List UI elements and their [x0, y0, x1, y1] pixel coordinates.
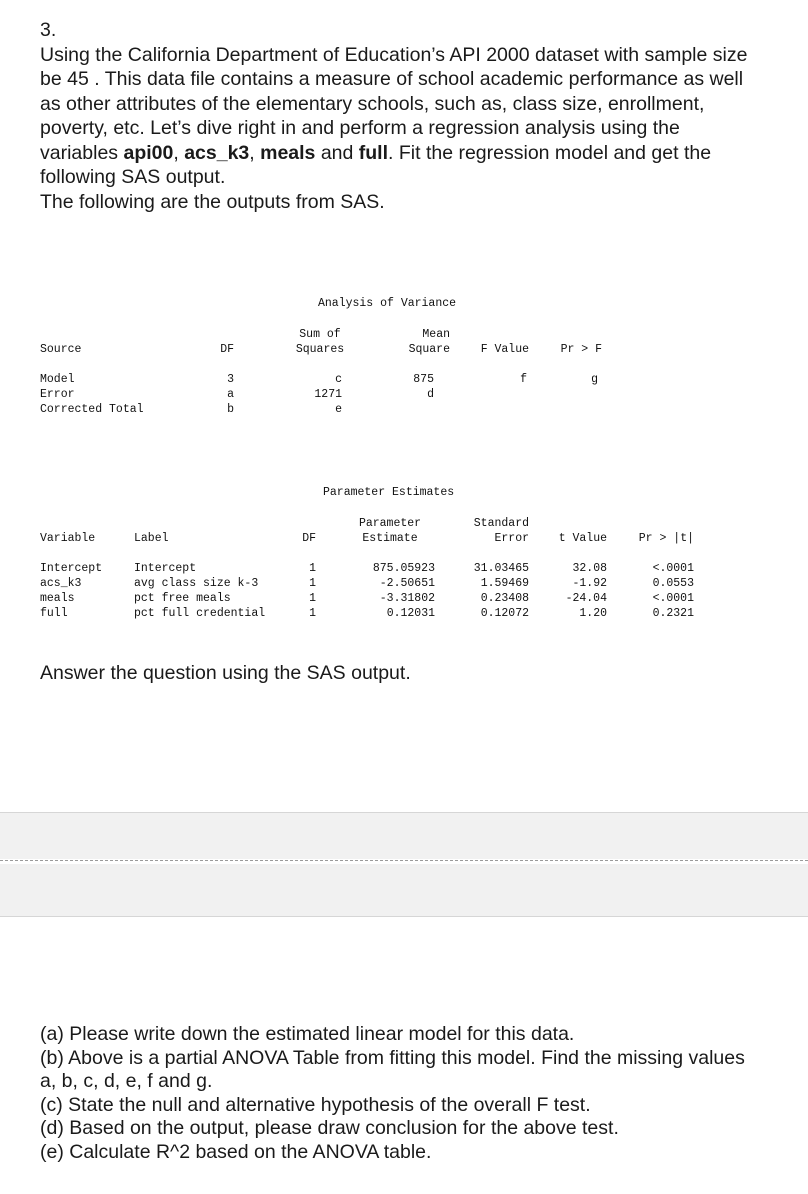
problem-outputs-note: The following are the outputs from SAS.	[40, 190, 385, 213]
params-row-acs-k3-se: 1.59469	[480, 577, 529, 590]
anova-header-ms-1: Mean	[422, 328, 450, 341]
params-row-intercept-label: Intercept	[134, 562, 197, 575]
page-break-band-top	[0, 812, 808, 859]
params-row-full-se: 0.12072	[480, 607, 529, 620]
params-row-intercept-t: 32.08	[572, 562, 607, 575]
separator: ,	[173, 141, 185, 164]
params-row-intercept-df: 1	[309, 562, 316, 575]
question-b: (b) Above is a partial ANOVA Table from fitting this model. Find the missing values a, b, c, d, e, f and g.	[40, 1046, 745, 1092]
params-row-acs-k3-variable: acs_k3	[40, 577, 82, 590]
params-row-acs-k3-label: avg class size k-3	[134, 577, 259, 590]
params-row-meals-t: -24.04	[565, 592, 607, 605]
anova-row-error-source: Error	[40, 388, 75, 401]
anova-row-model-ms: 875	[413, 373, 434, 386]
params-row-intercept-estimate: 875.05923	[372, 562, 435, 575]
anova-row-model-df: 3	[227, 373, 234, 386]
params-row-full-variable: full	[40, 607, 68, 620]
anova-row-error-df: a	[227, 388, 234, 401]
anova-row-model-source: Model	[40, 373, 75, 386]
anova-header-f: F Value	[480, 343, 529, 356]
anova-row-total-ss: e	[335, 403, 342, 416]
params-row-meals-df: 1	[309, 592, 316, 605]
question-a: (a) Please write down the estimated linear model for this data.	[40, 1023, 575, 1045]
params-row-intercept-variable: Intercept	[40, 562, 103, 575]
page-break-band-bottom	[0, 864, 808, 917]
params-header-p: Pr > |t|	[638, 532, 694, 545]
intro-text: Using the California Department of Education’s API 2000 dataset with sample size be 45 . This data file contains a measure of school academic performance as well as other attributes of the elementary schools, such as, class size, enrollment, poverty, etc. Let’s dive right in and perform a regression analysis using the variables	[40, 43, 748, 164]
anova-header-ms-2: Square	[408, 343, 450, 356]
params-row-acs-k3-df: 1	[309, 577, 316, 590]
params-row-full-t: 1.20	[579, 607, 607, 620]
params-row-full-label: pct full credential	[134, 607, 266, 620]
params-row-meals-estimate: -3.31802	[379, 592, 435, 605]
params-header-t: t Value	[558, 532, 607, 545]
question-e: (e) Calculate R^2 based on the ANOVA table.	[40, 1140, 432, 1163]
question-list	[40, 1023, 760, 1164]
anova-row-model-p: g	[591, 373, 598, 386]
params-row-acs-k3-p: 0.0553	[652, 577, 694, 590]
problem-intro	[40, 43, 760, 190]
anova-row-error-ms: d	[427, 388, 434, 401]
separator: and	[315, 141, 359, 164]
problem-statement	[40, 18, 760, 214]
params-header-estimate-2: Estimate	[362, 532, 418, 545]
params-row-intercept-se: 31.03465	[473, 562, 529, 575]
anova-row-total-df: b	[227, 403, 234, 416]
params-row-full-p: 0.2321	[652, 607, 694, 620]
anova-header-ss-2: Squares	[295, 343, 345, 356]
answer-prompt: Answer the question using the SAS output.	[40, 662, 411, 684]
separator: ,	[249, 141, 261, 164]
problem-number: 3.	[40, 19, 57, 41]
anova-row-total-source: Corrected Total	[40, 403, 144, 416]
intro-text-end: . Fit the regression model and get the following SAS output.	[40, 141, 712, 188]
params-title: Parameter Estimates	[323, 486, 455, 499]
variable-acs-k3: acs_k3	[184, 141, 250, 164]
anova-row-model-ss: c	[335, 373, 342, 386]
variable-full: full	[358, 141, 389, 164]
params-row-intercept-p: <.0001	[652, 562, 694, 575]
params-row-meals-label: pct free meals	[134, 592, 231, 605]
question-d: (d) Based on the output, please draw conclusion for the above test.	[40, 1117, 619, 1139]
anova-header-ss-1: Sum of	[299, 328, 341, 341]
params-row-meals-p: <.0001	[652, 592, 694, 605]
anova-header-source: Source	[40, 343, 82, 356]
variable-api00: api00	[123, 141, 174, 164]
params-row-full-df: 1	[309, 607, 316, 620]
params-header-df: DF	[302, 532, 316, 545]
anova-title: Analysis of Variance	[318, 297, 457, 310]
question-c: (c) State the null and alternative hypothesis of the overall F test.	[40, 1093, 591, 1116]
params-header-se-2: Error	[494, 532, 529, 545]
params-header-variable: Variable	[40, 532, 96, 545]
params-row-meals-se: 0.23408	[480, 592, 529, 605]
params-row-acs-k3-t: -1.92	[572, 577, 607, 590]
anova-row-model-f: f	[520, 373, 527, 386]
params-header-estimate-1: Parameter	[358, 517, 422, 530]
params-header-se-1: Standard	[473, 517, 529, 530]
params-row-acs-k3-estimate: -2.50651	[379, 577, 435, 590]
params-row-meals-variable: meals	[40, 592, 75, 605]
anova-header-p: Pr > F	[560, 343, 602, 356]
params-row-full-estimate: 0.12031	[386, 607, 435, 620]
page-break-dashed-line	[0, 860, 808, 861]
params-header-label: Label	[134, 532, 169, 545]
anova-row-error-ss: 1271	[314, 388, 342, 401]
anova-header-df: DF	[220, 343, 234, 356]
variable-meals: meals	[260, 141, 316, 164]
